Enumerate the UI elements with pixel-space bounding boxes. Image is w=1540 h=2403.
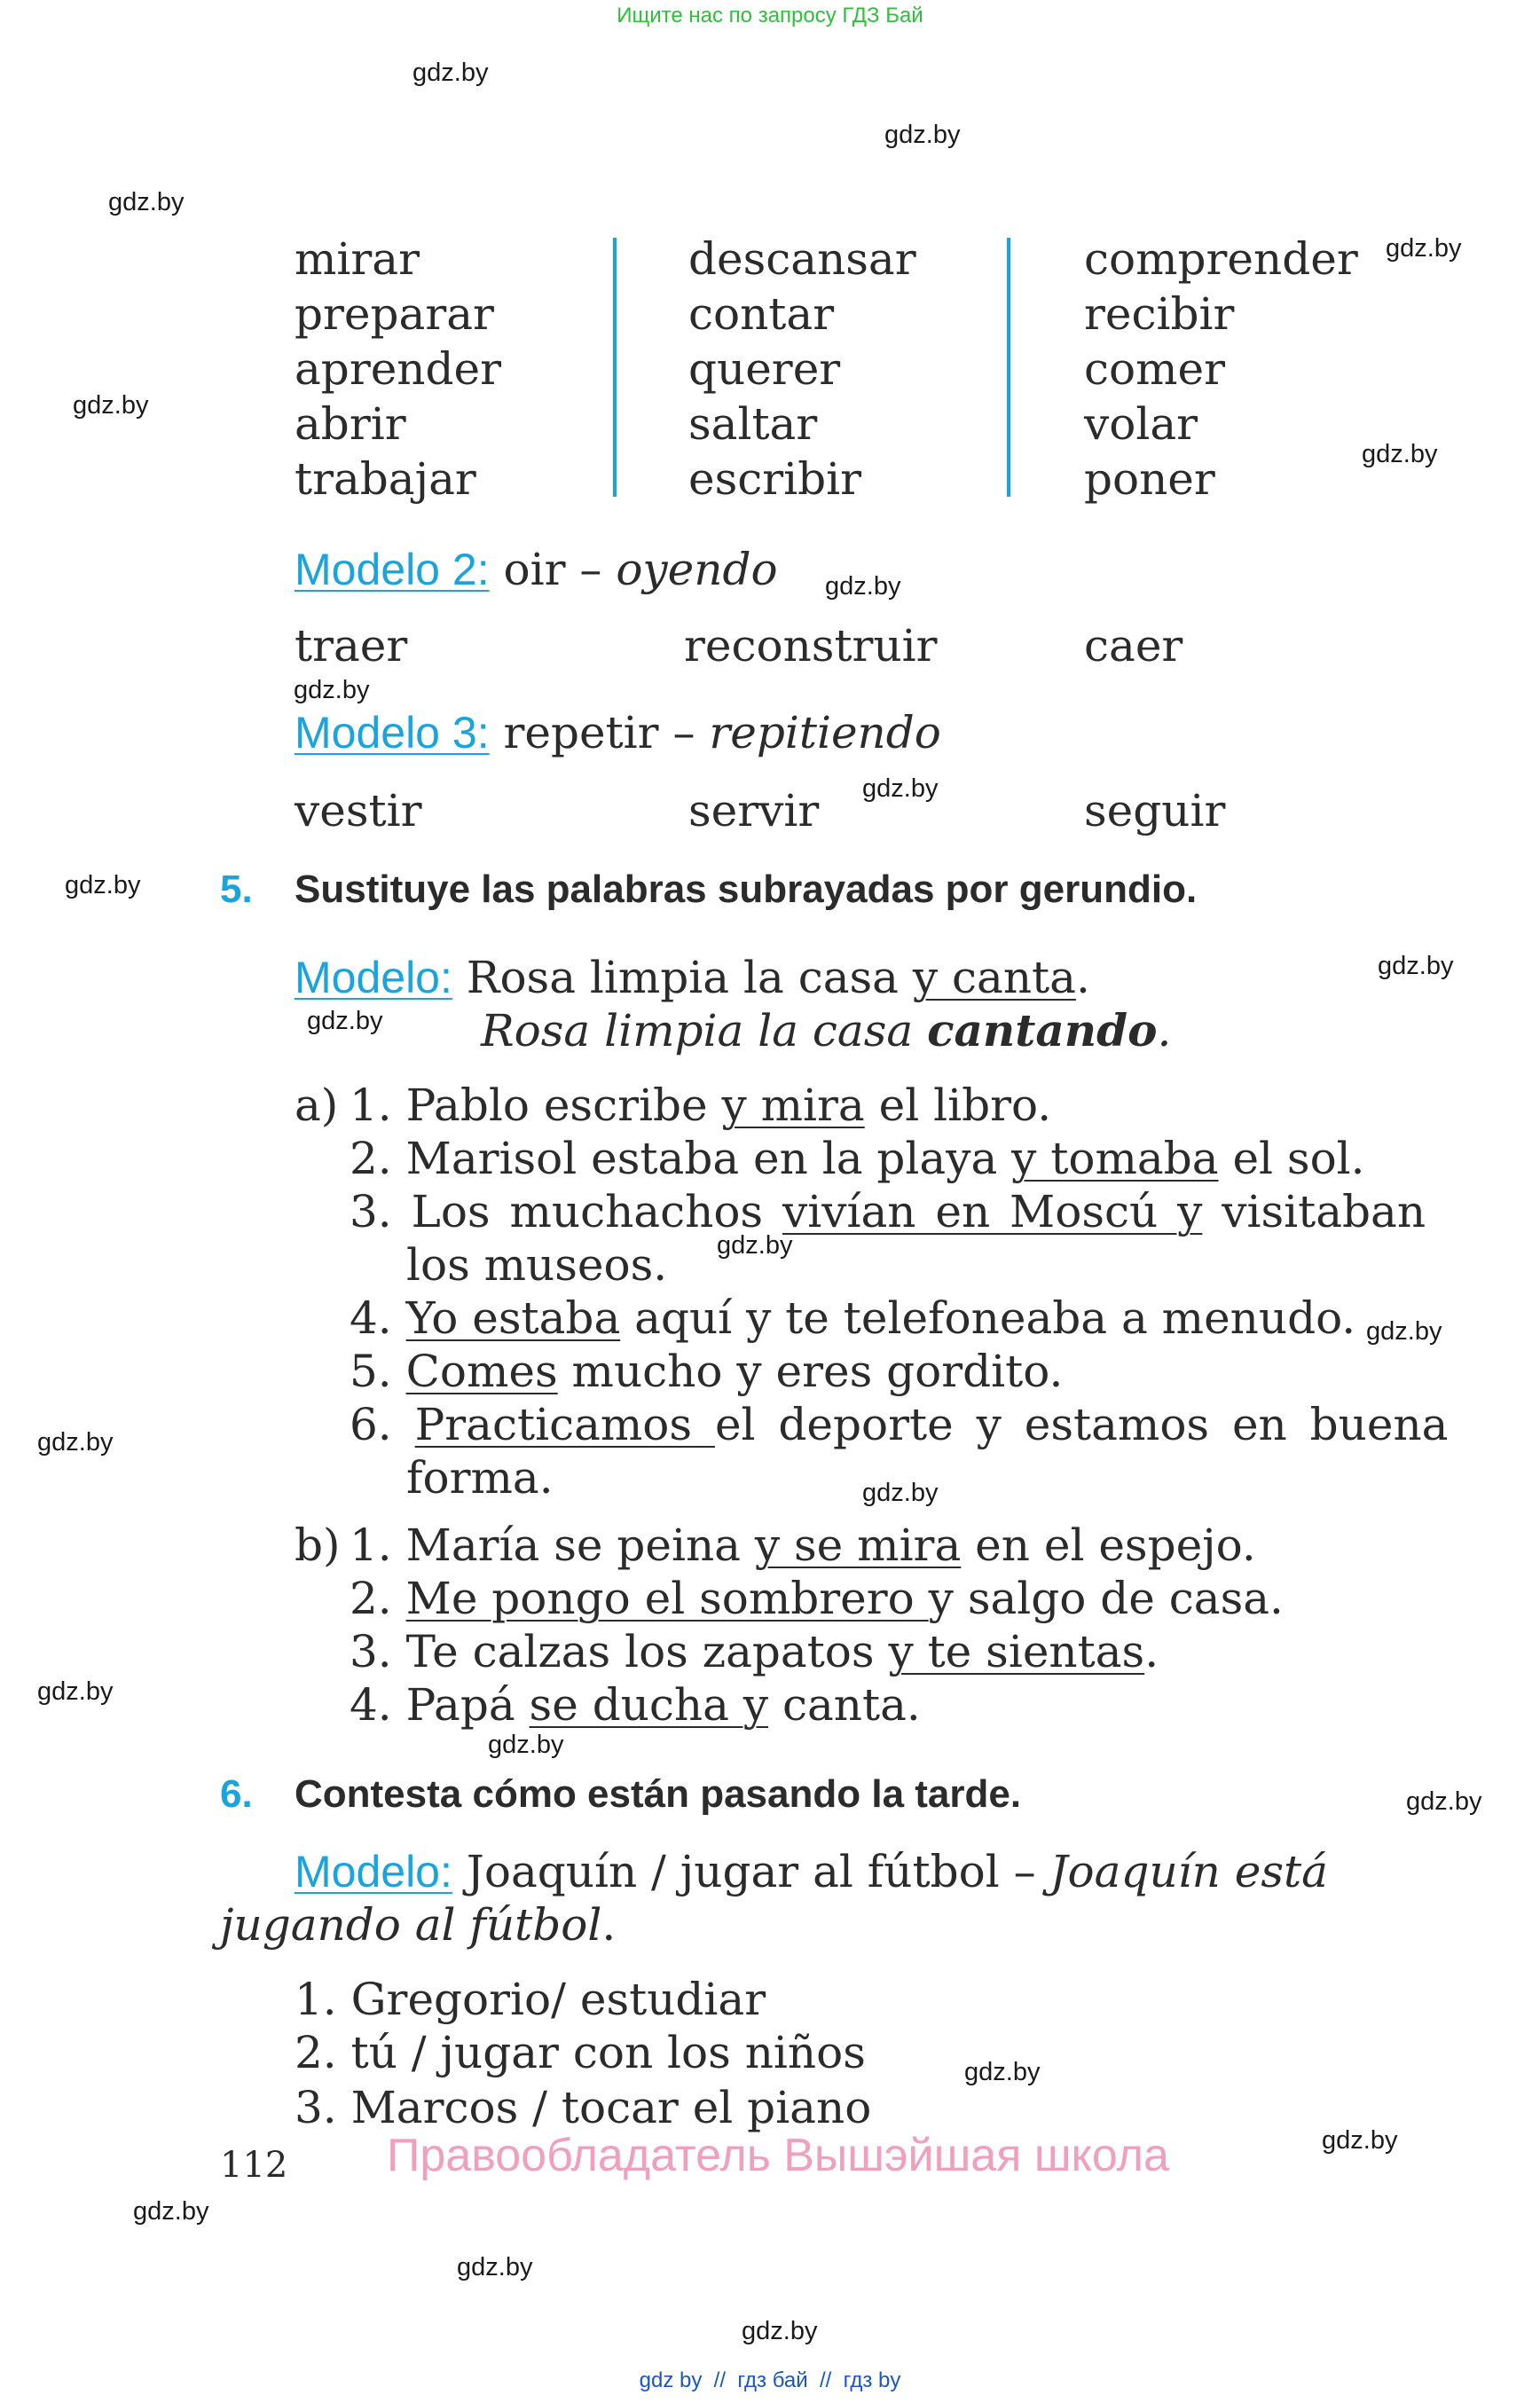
sentence [350,1625,1159,1678]
watermark: gdz.by [37,1428,114,1457]
sentence [350,1079,1051,1132]
text: mucho y eres gordito. [557,1346,1064,1397]
text: . [601,1899,617,1951]
watermark: gdz.by [1322,2126,1398,2155]
verb: comprender [1084,233,1358,285]
text: Los muchachos [411,1186,782,1237]
underlined-text: y canta [912,952,1076,1003]
text: . [1157,1005,1172,1056]
underlined-text: Me pongo el sombrero [405,1573,929,1624]
copyright: Правообладатель Вышэйшая школа [387,2130,1169,2181]
item-number: 2. [350,1133,392,1184]
text: Marisol estaba en la playa [405,1133,1012,1184]
verb: preparar [295,288,494,340]
underlined-text: y te sientas [888,1626,1145,1677]
text: en el espejo. [961,1520,1256,1571]
modelo-label: Modelo: [295,953,452,1002]
watermark: gdz.by [1406,1787,1482,1816]
watermark: gdz.by [742,2317,818,2345]
verb: traer [295,620,408,671]
watermark: gdz.by [37,1677,114,1706]
watermark: gdz.by [862,774,939,803]
part-label: b) [295,1520,341,1571]
watermark: gdz.by [862,1479,939,1507]
example-line-2 [220,1898,616,1951]
verb: aprender [295,343,502,395]
verb: servir [688,785,820,836]
sentence-continuation: forma. [406,1452,554,1504]
sentence [350,1519,1256,1572]
watermark: gdz.by [73,391,149,420]
example-line-1 [295,1845,1328,1898]
exercise-title: Contesta cómo están pasando la tarde. [295,1772,1022,1816]
verb-column-2 [688,232,916,507]
text: visitaban [1202,1186,1426,1237]
text: Joaquín / jugar al fútbol – [466,1846,1050,1897]
list-item: 3. Marcos / tocar el piano [295,2082,872,2133]
gerund-result: oyendo [616,544,778,595]
text: Papá [405,1679,530,1731]
sentence [350,1132,1365,1185]
verb-column-3 [1084,232,1358,507]
underlined-text: vivían en Moscú y [782,1186,1203,1237]
modelo-3-line [295,706,941,759]
item-number: 3. [350,1186,392,1237]
underlined-text: se ducha y [529,1679,769,1731]
watermark: gdz.by [884,121,961,149]
exercise-number: 6. [220,1772,253,1816]
watermark: gdz.by [65,871,141,899]
watermark: gdz.by [1386,234,1462,263]
verb: reconstruir [684,620,938,671]
text: . [1075,952,1090,1003]
exercise-title: Sustituye las palabras subrayadas por gerundio. [295,868,1198,911]
item-number: 2. [350,1573,392,1624]
watermark: gdz.by [457,2253,533,2281]
verb: caer [1084,620,1183,671]
gerund-result: jugando al fútbol [220,1899,602,1951]
sentence [350,1345,1063,1398]
base-verb: repetir [503,707,659,758]
example-line-1 [295,951,1090,1004]
text: Pablo escribe [405,1080,722,1131]
verb: volar [1084,398,1198,450]
verb: querer [688,343,841,395]
modelo-label: Modelo 3: [295,708,490,758]
gerund-result: Joaquín está [1049,1846,1328,1897]
list-item: 1. Gregorio/ estudiar [295,1974,766,2025]
item-number: 4. [350,1292,392,1344]
verb: contar [688,288,835,340]
watermark: gdz.by [412,59,489,87]
verb: descansar [688,233,916,285]
modelo-label: Modelo: [295,1847,452,1896]
watermark: gdz.by [488,1731,564,1759]
watermark: gdz.by [1362,440,1438,468]
text: y salgo de casa. [928,1573,1284,1624]
footer-links[interactable]: gdz by // гдз бай // гдз by [639,2368,901,2392]
page-number: 112 [220,2145,288,2186]
text: Rosa limpia la casa [481,1005,928,1056]
verb: saltar [688,398,818,450]
base-verb: oir [503,544,566,595]
column-divider [613,238,617,497]
underlined-text: Yo estaba [405,1292,621,1344]
sentence [350,1572,1284,1625]
watermark: gdz.by [294,676,370,704]
watermark: gdz.by [307,1007,383,1035]
text: Te calzas los zapatos [405,1626,889,1677]
text: . [1144,1626,1159,1677]
list-item: 2. tú / jugar con los niños [295,2027,866,2078]
underlined-text: y mira [721,1080,865,1131]
verb: vestir [295,785,422,836]
column-divider [1007,238,1010,497]
text: el deporte y estamos en buena [714,1399,1449,1450]
verb: escribir [688,453,862,505]
text: María se peina [405,1520,755,1571]
verb: mirar [295,233,420,285]
item-number: 5. [350,1346,392,1397]
sentence [350,1678,921,1732]
verb: comer [1084,343,1226,395]
sentence [350,1185,1426,1238]
item-number: 3. [350,1626,392,1677]
text: canta. [768,1679,921,1731]
verb-column-1 [295,232,501,507]
verb: abrir [295,398,406,450]
part-label: a) [295,1080,339,1131]
dash: – [579,544,602,595]
verb: poner [1084,453,1215,505]
sentence-continuation: los museos. [406,1239,668,1291]
item-number: 6. [350,1399,392,1450]
item-number: 1. [350,1520,392,1571]
watermark: gdz.by [133,2197,209,2226]
verb: trabajar [295,453,476,505]
modelo-label: Modelo 2: [295,545,490,594]
underlined-text: Practicamos [414,1399,715,1450]
item-number: 4. [350,1679,392,1731]
text: aquí y te telefoneaba a menudo. [620,1292,1356,1344]
underlined-text: Comes [405,1346,558,1397]
gerund-result: repitiendo [709,707,941,758]
example-line-2 [481,1004,1171,1057]
top-banner: Ищите нас по запросу ГДЗ Бай [617,4,923,27]
underlined-text: y se mira [754,1520,962,1571]
watermark: gdz.by [1366,1317,1442,1346]
watermark: gdz.by [108,188,185,216]
dash: – [672,707,695,758]
watermark: gdz.by [717,1231,793,1260]
exercise-number: 5. [220,868,253,911]
watermark: gdz.by [964,2058,1041,2086]
item-number: 1. [350,1080,392,1131]
verb: seguir [1084,785,1226,836]
text: el libro. [864,1080,1052,1131]
sentence [350,1292,1355,1345]
text: el sol. [1218,1133,1365,1184]
watermark: gdz.by [1378,952,1454,980]
gerund-result: cantando [927,1004,1158,1056]
modelo-2-line [295,543,778,596]
underlined-text: y tomaba [1011,1133,1219,1184]
watermark: gdz.by [825,572,901,601]
sentence [350,1398,1448,1451]
text: Rosa limpia la casa [466,952,913,1003]
verb: recibir [1084,288,1235,340]
